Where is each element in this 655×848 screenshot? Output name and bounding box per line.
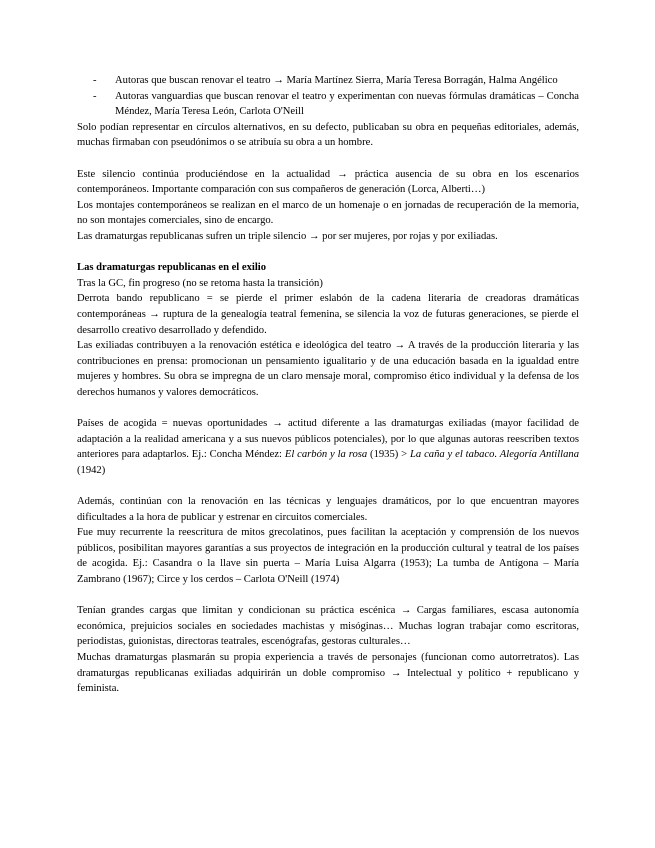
paragraph: Las dramaturgas republicanas sufren un triple silencio → por ser mujeres, por rojas y por exiliadas. (77, 230, 498, 242)
list-item (77, 73, 579, 89)
paragraph: Tras la GC, fin progreso (no se retoma hasta la transición) (77, 277, 323, 289)
paragraph-spacer (77, 588, 579, 604)
paragraph-text: Países de acogida = nuevas oportunidades → actitud diferente a las dramaturgas exiliadas (mayor facilidad de adaptación a la realidad americana y a sus nuevos públicos potenciales), por lo que algunas autoras reescriben textos anteriores para adaptarlos. Ej.: Concha Méndez: (77, 418, 579, 461)
list-marker: - (93, 75, 97, 86)
paragraph: Los montajes contemporáneos se realizan en el marco de un homenaje o en jornadas de recuperación de la memoria, no son montajes comerciales, sino de encargo. (77, 199, 579, 227)
paragraph: Tenían grandes cargas que limitan y condicionan su práctica escénica → Cargas familiares, escasa autonomía económica, prejuicios sociales en sociedades machistas y misóginas… Muchas logran trabajar como escritoras, periodistas, guionistas, directoras teatrales, escenógrafas, gestoras culturales… (77, 605, 579, 648)
paragraph-text: (1935) > (367, 449, 411, 461)
paragraph: Fue muy recurrente la reescritura de mitos grecolatinos, pues facilitan la aceptación y comprensión de los nuevos públicos, posibilitan mayores garantías a sus proyectos de integración en la producción cultural y teatral de los países de acogida. Ej.: Casandra o la llave sin puerta – María Luisa Algarra (1953); La tumba de Antígona – María Zambrano (1967); Circe y los cerdos – Carlota O'Neill (1974) (77, 527, 579, 585)
section-heading: Las dramaturgas republicanas en el exilio (77, 262, 267, 274)
list-item (77, 89, 579, 120)
work-title: El carbón y la rosa (284, 449, 368, 461)
paragraph-text: (1942) (77, 464, 106, 476)
paragraph (77, 416, 579, 478)
paragraph: Las exiliadas contribuyen a la renovación estética e ideológica del teatro → A través de la producción literaria y las contribuciones en prensa: promocionan un pensamiento igualitario y de una educación basada en la igualdad entre mujeres y hombres. Su obra se impregna de un claro mensaje moral, compromiso ético individual y la defensa de los derechos humanos y valores democráticos. (77, 340, 579, 398)
list-item-text: Autoras vanguardias que buscan renovar el teatro y experimentan con nuevas fórmulas dramáticas – Concha Méndez, María Teresa León, Carlota O'Neill (115, 90, 579, 118)
work-title: La caña y el tabaco. Alegoría Antillana (410, 449, 579, 461)
list-marker: - (93, 90, 97, 102)
list-item-text: Autoras que buscan renovar el teatro → María Martínez Sierra, María Teresa Borragán, Halma Angélico (115, 75, 558, 86)
paragraph: Este silencio continúa produciéndose en la actualidad → práctica ausencia de su obra en los escenarios contemporáneos. Importante comparación con sus compañeros de generación (Lorca, Alberti…) (77, 168, 579, 196)
paragraph-spacer (77, 245, 579, 261)
author-list (77, 73, 579, 120)
paragraph-spacer (77, 478, 579, 494)
paragraph: Solo podían representar en círculos alternativos, en su defecto, publicaban su obra en pequeñas editoriales, además, muchas firmaban con pseudónimos o se atribuía su obra a un hombre. (77, 121, 579, 149)
paragraph-spacer (77, 151, 579, 167)
paragraph: Además, continúan con la renovación en las técnicas y lenguajes dramáticos, por lo que encuentran mayores dificultades a la hora de publicar y estrenar en circuitos comerciales. (77, 496, 579, 523)
paragraph: Derrota bando republicano = se pierde el primer eslabón de la cadena literaria de creadoras dramáticas contemporáneas → ruptura de la genealogía teatral femenina, se silencia la voz de futuras generaciones, se pierde el desarrollo creativo desarrollado y defendido. (77, 293, 579, 336)
paragraph: Muchas dramaturgas plasmarán su propia experiencia a través de personajes (funcionan como autorretratos). Las dramaturgas republicanas exiliadas adquirirán un doble compromiso → Intelectual y político + republicano y feminista. (77, 651, 579, 695)
paragraph-spacer (77, 400, 579, 416)
